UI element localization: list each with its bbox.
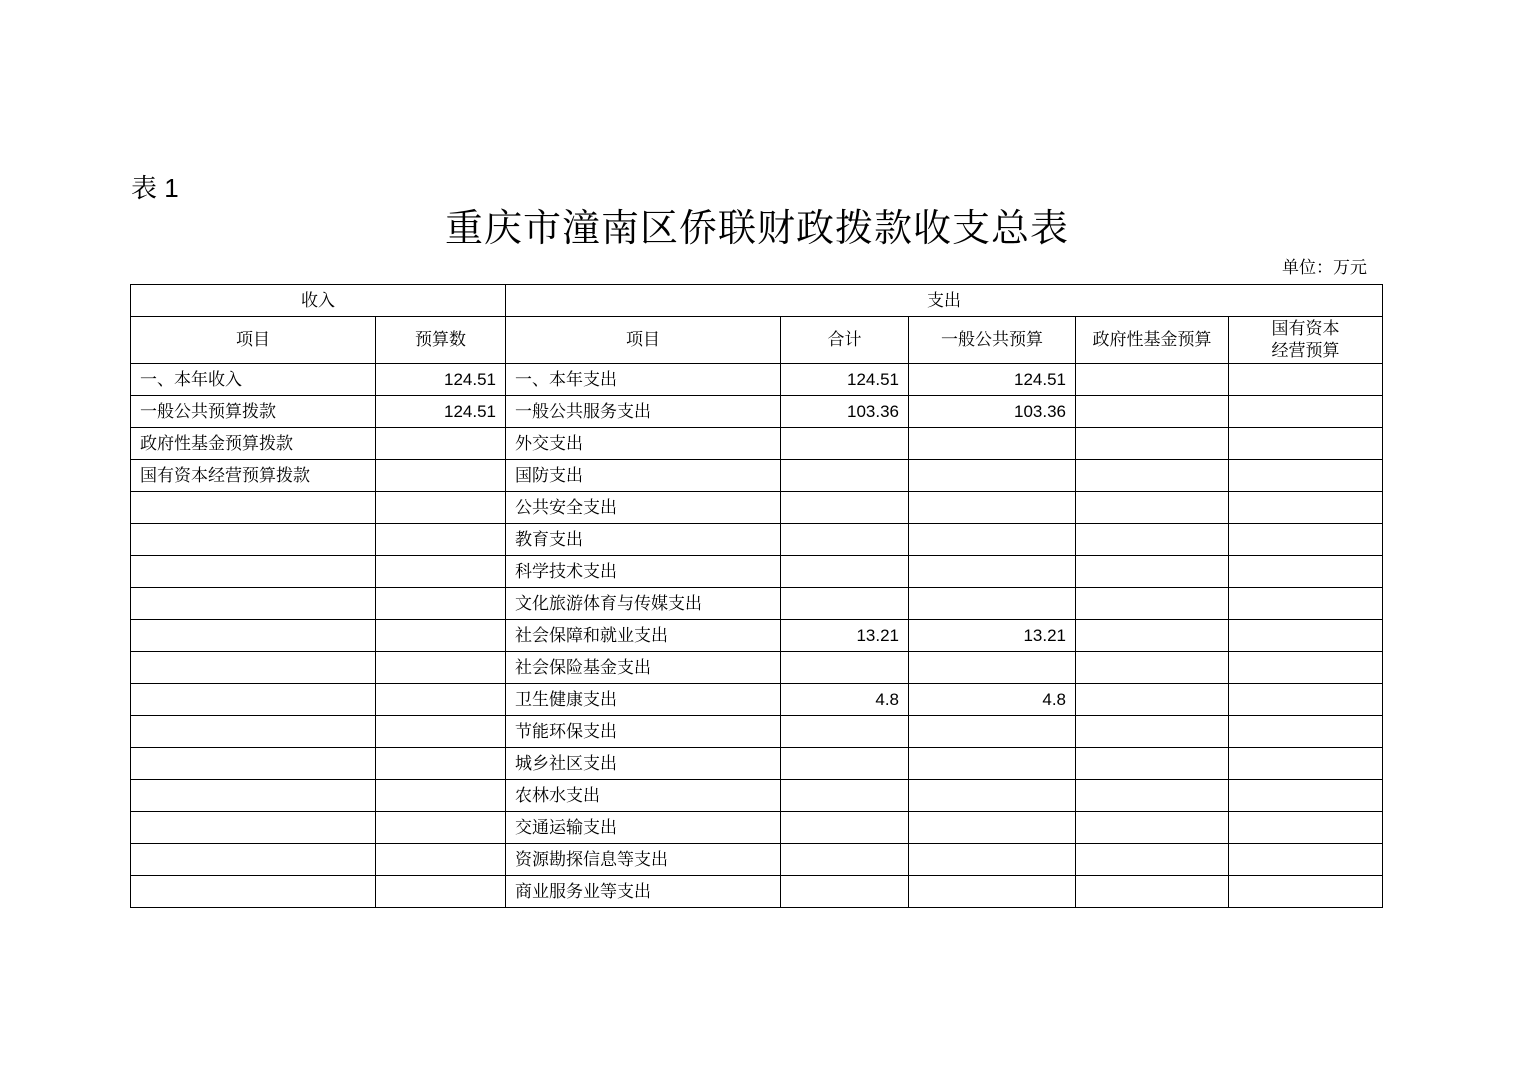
state-capital-budget-cell — [1229, 492, 1383, 524]
header-gov-fund-budget: 政府性基金预算 — [1076, 317, 1229, 364]
total-cell — [781, 428, 909, 460]
expense-item-cell: 外交支出 — [506, 428, 781, 460]
state-capital-budget-cell — [1229, 652, 1383, 684]
state-capital-budget-cell — [1229, 620, 1383, 652]
income-budget-cell — [376, 876, 506, 908]
header-total: 合计 — [781, 317, 909, 364]
expense-item-cell: 节能环保支出 — [506, 716, 781, 748]
income-item-cell — [131, 588, 376, 620]
income-item-cell: 一、本年收入 — [131, 364, 376, 396]
total-cell — [781, 652, 909, 684]
gov-fund-budget-cell — [1076, 652, 1229, 684]
expense-item-cell: 商业服务业等支出 — [506, 876, 781, 908]
general-public-budget-cell — [909, 812, 1076, 844]
income-budget-cell — [376, 716, 506, 748]
state-capital-budget-cell — [1229, 684, 1383, 716]
table-row — [131, 652, 1383, 684]
state-capital-budget-cell — [1229, 812, 1383, 844]
income-budget-cell — [376, 748, 506, 780]
income-budget-cell: 124.51 — [376, 364, 506, 396]
income-item-cell — [131, 780, 376, 812]
table-row — [131, 588, 1383, 620]
state-capital-budget-cell — [1229, 780, 1383, 812]
income-item-cell: 政府性基金预算拨款 — [131, 428, 376, 460]
header-row-sections — [131, 285, 1383, 317]
general-public-budget-cell — [909, 524, 1076, 556]
income-item-cell: 国有资本经营预算拨款 — [131, 460, 376, 492]
table-row — [131, 748, 1383, 780]
income-budget-cell — [376, 620, 506, 652]
expense-item-cell: 城乡社区支出 — [506, 748, 781, 780]
general-public-budget-cell — [909, 652, 1076, 684]
state-capital-budget-cell — [1229, 396, 1383, 428]
general-public-budget-cell: 103.36 — [909, 396, 1076, 428]
state-capital-budget-cell — [1229, 428, 1383, 460]
total-cell: 124.51 — [781, 364, 909, 396]
general-public-budget-cell — [909, 460, 1076, 492]
table-row — [131, 844, 1383, 876]
total-cell — [781, 460, 909, 492]
state-capital-budget-cell — [1229, 844, 1383, 876]
general-public-budget-cell — [909, 556, 1076, 588]
income-item-cell — [131, 876, 376, 908]
state-capital-budget-cell — [1229, 556, 1383, 588]
table-row — [131, 780, 1383, 812]
total-cell: 13.21 — [781, 620, 909, 652]
table-row — [131, 812, 1383, 844]
total-cell — [781, 556, 909, 588]
gov-fund-budget-cell — [1076, 460, 1229, 492]
income-budget-cell — [376, 780, 506, 812]
total-cell — [781, 588, 909, 620]
general-public-budget-cell — [909, 716, 1076, 748]
general-public-budget-cell: 124.51 — [909, 364, 1076, 396]
header-expense-item: 项目 — [506, 317, 781, 364]
total-cell — [781, 780, 909, 812]
table-row — [131, 460, 1383, 492]
budget-table — [130, 284, 1383, 908]
expense-item-cell: 一般公共服务支出 — [506, 396, 781, 428]
income-budget-cell — [376, 652, 506, 684]
header-income-budget: 预算数 — [376, 317, 506, 364]
general-public-budget-cell — [909, 780, 1076, 812]
table-row — [131, 716, 1383, 748]
income-budget-cell — [376, 684, 506, 716]
gov-fund-budget-cell — [1076, 684, 1229, 716]
expense-item-cell: 文化旅游体育与传媒支出 — [506, 588, 781, 620]
expense-item-cell: 社会保障和就业支出 — [506, 620, 781, 652]
header-row-columns — [131, 317, 1383, 364]
general-public-budget-cell: 4.8 — [909, 684, 1076, 716]
income-budget-cell — [376, 524, 506, 556]
expense-item-cell: 农林水支出 — [506, 780, 781, 812]
document-title: 重庆市潼南区侨联财政拨款收支总表 — [444, 208, 1069, 250]
general-public-budget-cell — [909, 428, 1076, 460]
state-capital-budget-cell — [1229, 588, 1383, 620]
unit-label: 单位：万元 — [1282, 258, 1367, 277]
total-cell — [781, 716, 909, 748]
gov-fund-budget-cell — [1076, 588, 1229, 620]
general-public-budget-cell — [909, 492, 1076, 524]
income-item-cell — [131, 556, 376, 588]
table-row — [131, 364, 1383, 396]
table-row — [131, 396, 1383, 428]
income-item-cell — [131, 492, 376, 524]
income-budget-cell: 124.51 — [376, 396, 506, 428]
general-public-budget-cell — [909, 876, 1076, 908]
income-budget-cell — [376, 844, 506, 876]
income-item-cell — [131, 716, 376, 748]
income-item-cell — [131, 620, 376, 652]
header-income: 收入 — [131, 285, 506, 317]
table-row — [131, 524, 1383, 556]
general-public-budget-cell — [909, 748, 1076, 780]
state-capital-budget-cell — [1229, 748, 1383, 780]
income-item-cell — [131, 652, 376, 684]
income-item-cell — [131, 684, 376, 716]
expense-item-cell: 科学技术支出 — [506, 556, 781, 588]
expense-item-cell: 一、本年支出 — [506, 364, 781, 396]
gov-fund-budget-cell — [1076, 620, 1229, 652]
gov-fund-budget-cell — [1076, 812, 1229, 844]
expense-item-cell: 交通运输支出 — [506, 812, 781, 844]
income-budget-cell — [376, 812, 506, 844]
state-capital-budget-cell — [1229, 460, 1383, 492]
header-general-public-budget: 一般公共预算 — [909, 317, 1076, 364]
gov-fund-budget-cell — [1076, 396, 1229, 428]
income-budget-cell — [376, 460, 506, 492]
header-expense: 支出 — [506, 285, 1383, 317]
income-item-cell — [131, 844, 376, 876]
total-cell — [781, 748, 909, 780]
income-item-cell — [131, 812, 376, 844]
total-cell — [781, 524, 909, 556]
total-cell — [781, 492, 909, 524]
total-cell: 4.8 — [781, 684, 909, 716]
income-item-cell — [131, 524, 376, 556]
gov-fund-budget-cell — [1076, 556, 1229, 588]
table-row — [131, 492, 1383, 524]
total-cell — [781, 812, 909, 844]
total-cell — [781, 876, 909, 908]
income-budget-cell — [376, 428, 506, 460]
state-capital-budget-cell — [1229, 364, 1383, 396]
table-row — [131, 876, 1383, 908]
state-capital-budget-cell — [1229, 716, 1383, 748]
state-capital-budget-cell — [1229, 876, 1383, 908]
state-capital-budget-cell — [1229, 524, 1383, 556]
general-public-budget-cell: 13.21 — [909, 620, 1076, 652]
header-state-capital-budget — [1229, 317, 1383, 364]
table-row — [131, 684, 1383, 716]
gov-fund-budget-cell — [1076, 364, 1229, 396]
header-state-capital-line2: 经营预算 — [1271, 341, 1340, 360]
gov-fund-budget-cell — [1076, 780, 1229, 812]
gov-fund-budget-cell — [1076, 524, 1229, 556]
header-income-item: 项目 — [131, 317, 376, 364]
general-public-budget-cell — [909, 844, 1076, 876]
gov-fund-budget-cell — [1076, 876, 1229, 908]
gov-fund-budget-cell — [1076, 492, 1229, 524]
expense-item-cell: 卫生健康支出 — [506, 684, 781, 716]
income-budget-cell — [376, 492, 506, 524]
expense-item-cell: 公共安全支出 — [506, 492, 781, 524]
table-row — [131, 428, 1383, 460]
general-public-budget-cell — [909, 588, 1076, 620]
total-cell — [781, 844, 909, 876]
table-row — [131, 556, 1383, 588]
table-number-label: 表 1 — [131, 173, 179, 203]
expense-item-cell: 社会保险基金支出 — [506, 652, 781, 684]
income-budget-cell — [376, 588, 506, 620]
gov-fund-budget-cell — [1076, 716, 1229, 748]
gov-fund-budget-cell — [1076, 748, 1229, 780]
table-row — [131, 620, 1383, 652]
expense-item-cell: 教育支出 — [506, 524, 781, 556]
gov-fund-budget-cell — [1076, 844, 1229, 876]
total-cell: 103.36 — [781, 396, 909, 428]
income-item-cell — [131, 748, 376, 780]
income-budget-cell — [376, 556, 506, 588]
gov-fund-budget-cell — [1076, 428, 1229, 460]
header-state-capital-line1: 国有资本 — [1271, 319, 1340, 338]
expense-item-cell: 国防支出 — [506, 460, 781, 492]
income-item-cell: 一般公共预算拨款 — [131, 396, 376, 428]
expense-item-cell: 资源勘探信息等支出 — [506, 844, 781, 876]
